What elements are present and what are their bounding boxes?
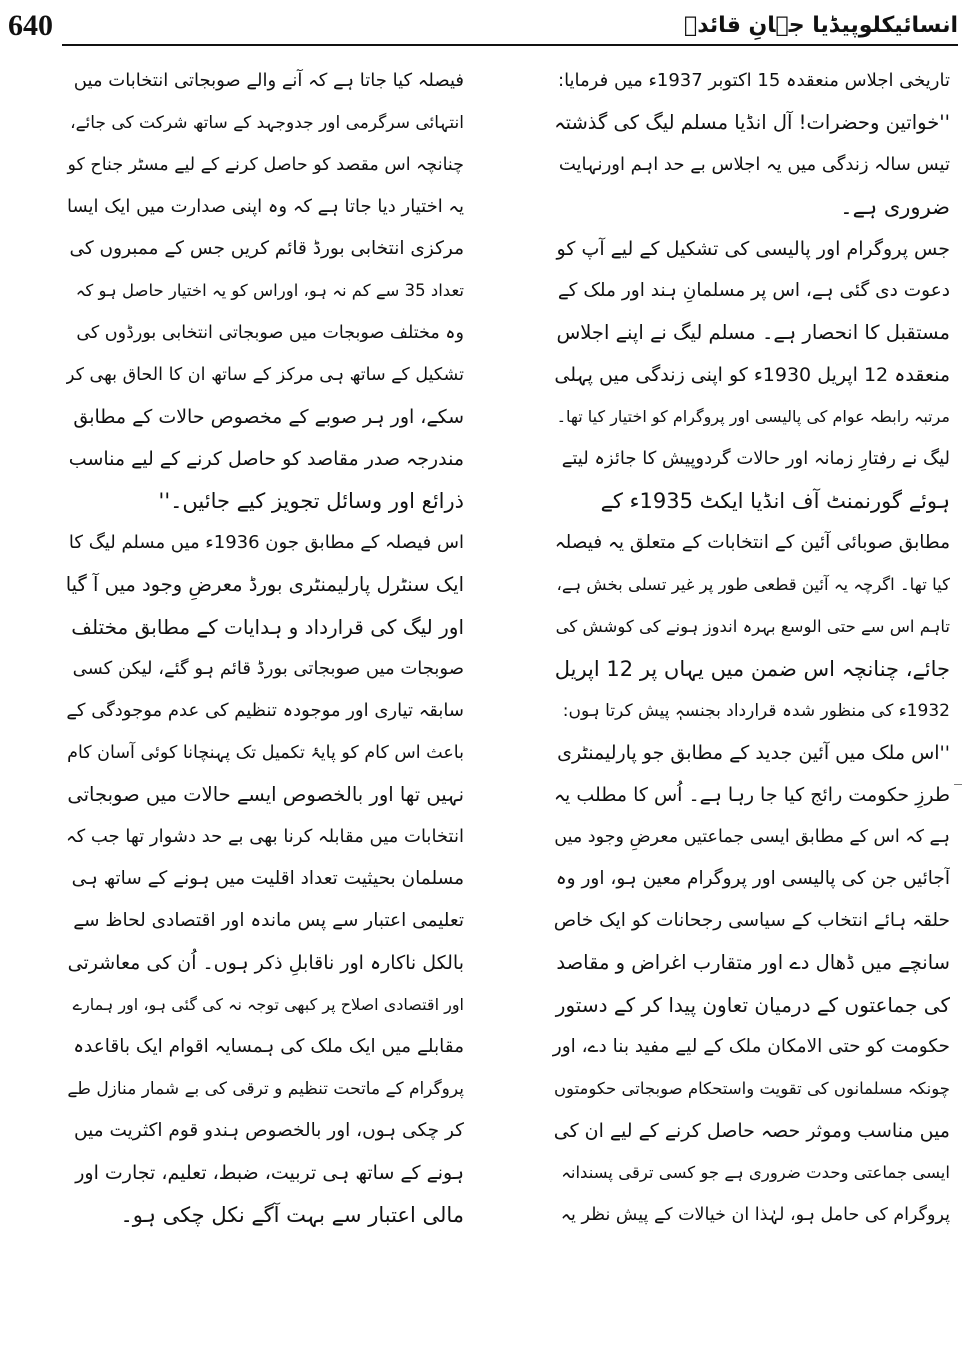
text-line: تاریخی اجلاس منعقدہ 15 اکتوبر 1937ء میں فرمایا:	[558, 70, 950, 91]
text-line: تاہم اس سے حتی الوسع بہرہ اندوز ہونے کی کوشش کی	[555, 617, 950, 636]
text-line: ہونے کے ساتھ ہی تربیت، ضبط، تعلیم، تجارت اور	[75, 1162, 464, 1184]
text-line: باعث اس کام کو پایۂ تکمیل تک پہنچانا کوئی آسان کام	[67, 743, 464, 763]
text-line: تعداد 35 سے کم نہ ہو، اوراس کو یہ اختیار حاصل ہو کہ	[75, 281, 464, 300]
text-line: صوبجات میں صوبجاتی بورڈ قائم ہو گئے، لیکن کسی	[72, 658, 464, 679]
text-line: اس فیصلہ کے مطابق جون 1936ء میں مسلم لیگ کا	[68, 532, 464, 553]
text-line: کی جماعتوں کے درمیان تعاون پیدا کر کے دستور	[555, 993, 950, 1017]
text-line: طرزِ حکومت رائج کیا جا رہا ہے۔ اُس کا مطلب یہ	[553, 784, 950, 806]
text-line: منعقدہ 12 اپریل 1930ء کو اپنی زندگی میں پہلی	[554, 364, 950, 386]
text-line: ہے کہ اس کے مطابق ایسی جماعتیں معرضِ وجود میں	[554, 827, 950, 847]
text-line: لیگ نے رفتارِ زمانہ اور حالات گردوپیش کا جائزہ لیتے	[561, 448, 950, 469]
text-line: چونکہ مسلمانوں کی تقویت واستحکام صوبجاتی حکومتوں	[553, 1079, 950, 1098]
running-title: انسائیکلوپیڈیا جہانِ قائدؒ	[684, 13, 958, 38]
left-column	[66, 60, 464, 1236]
text-line: سابقہ تیاری اور موجودہ تنظیم کی عدم موجودگی کے	[66, 700, 464, 721]
text-line: وہ مختلف صوبجات میں صوبجاتی انتخابی بورڈوں کی	[76, 323, 464, 343]
text-line: ''اس ملک میں آئین جدید کے مطابق جو پارلیمنٹری	[557, 742, 950, 764]
text-line: ہوئے گورنمنٹ آف انڈیا ایکٹ 1935ء کے	[600, 489, 950, 513]
text-line: تعلیمی اعتبار سے پس ماندہ اور اقتصادی لحاظ سے	[73, 910, 464, 931]
text-line: دعوت دی گئی ہے، اس پر مسلمانِ ہند اور ملک کے	[557, 280, 950, 301]
text-line: جائے، چنانچہ اس ضمن میں یہاں پر 12 اپریل	[554, 657, 950, 681]
text-line: تشکیل کے ساتھ ہی مرکز کے ساتھ ان کا الحاق بھی کر	[66, 365, 464, 385]
text-line: سکے، اور ہر صوبے کے مخصوص حالات کے مطابق	[73, 406, 464, 428]
text-line: ''خواتین وحضرات! آل انڈیا مسلم لیگ کی گذشتہ	[554, 111, 950, 134]
text-line: مقابلے میں ایک ملک کی ہمسایہ اقوام ایک باقاعدہ	[73, 1036, 464, 1057]
text-line: میں مناسب وموثر حصہ حاصل کرنے کے لیے ان کی	[553, 1120, 950, 1142]
text-line: مسلمان بحیثیت تعداد اقلیت میں ہونے کے ساتھ ہی	[71, 868, 464, 889]
text-line: مالی اعتبار سے بہت آگے نکل چکی ہو۔	[120, 1203, 464, 1227]
margin-mark	[954, 784, 962, 785]
text-line: نہیں تھا اور بالخصوص ایسے حالات میں صوبجاتی	[67, 783, 464, 806]
text-line: 1932ء کی منظور شدہ قرارداد بجنسہٖ پیش کرتا ہوں:	[562, 701, 950, 721]
text-line: ایسی جماعتی وحدت ضروری ہے جو کسی ترقی پسندانہ	[561, 1163, 950, 1182]
text-line: مرتبہ رابطہ عوام کی پالیسی اور پروگرام کو اختیار کیا تھا۔	[556, 407, 950, 426]
text-line: فیصلہ کیا جاتا ہے کہ آنے والے صوبجاتی انتخابات میں	[73, 70, 464, 91]
text-line: انتہائی سرگرمی اور جدوجہد کے ساتھ شرکت کی جائے،	[70, 113, 464, 133]
text-line: اور لیگ کی قرارداد و ہدایات کے مطابق مختلف	[71, 615, 464, 639]
text-line: کر چکی ہوں، اور بالخصوص ہندو قوم اکثریت میں	[74, 1120, 464, 1141]
text-line: مرکزی انتخابی بورڈ قائم کریں جس کے ممبروں کی	[69, 238, 464, 259]
text-line: ایک سنٹرل پارلیمنٹری بورڈ معرضِ وجود میں آ گیا	[66, 573, 464, 596]
page-number: 640	[8, 9, 53, 42]
text-line: پروگرام کے ماتحت تنظیم و ترقی کی بے شمار منازل طے	[67, 1079, 464, 1099]
text-line: انتخابات میں مقابلہ کرنا بھی بے حد دشوار تھا جب کہ	[66, 826, 464, 847]
text-line: مطابق صوبائی آئین کے انتخابات کے متعلق یہ فیصلہ	[554, 532, 950, 553]
text-line: آجائیں جن کی پالیسی اور پروگرام معین ہو، اور وہ	[555, 868, 950, 889]
text-line: مستقبل کا انحصار ہے۔ مسلم لیگ نے اپنے اجلاس	[556, 321, 950, 344]
text-line: حلقہ ہائے انتخاب کے سیاسی رجحانات کو ایک خاص	[553, 910, 950, 931]
text-line: یہ اختیار دیا جاتا ہے کہ وہ اپنی صدارت میں ایک ایسا	[67, 196, 464, 217]
text-line: بالکل ناکارہ اور ناقابلِ ذکر ہوں۔ اُن کی معاشرتی	[67, 952, 464, 974]
right-column	[552, 60, 950, 1236]
text-line: ذرائع اور وسائل تجویز کیے جائیں۔''	[158, 489, 464, 513]
text-line: جس پروگرام اور پالیسی کی تشکیل کے لیے آپ کو	[556, 238, 950, 260]
header-rule	[62, 44, 958, 46]
text-line: تیس سالہ زندگی میں یہ اجلاس بے حد اہم اورنہایت	[558, 154, 950, 175]
text-line: کیا تھا۔ اگرچہ یہ آئین قطعی طور پر غیر تسلی بخش ہے،	[556, 575, 950, 594]
text-line: حکومت کو حتی الامکان ملک کے لیے مفید بنا دے، اور	[552, 1036, 950, 1057]
text-line: اور اقتصادی اصلاح پر کبھی توجہ نہ کی گئی ہو، اور ہمارے	[72, 995, 464, 1014]
text-line: سانچے میں ڈھال دے اور متقارب اغراض و مقاصد	[556, 951, 950, 974]
text-line: ضروری ہے۔	[840, 195, 950, 219]
text-line: پروگرام کی حامل ہو، لہٰذا ان خیالات کے پیش نظر یہ	[560, 1205, 950, 1225]
text-line: مندرجہ صدر مقاصد کو حاصل کرنے کے لیے مناسب	[68, 448, 464, 470]
text-line: چنانچہ اس مقصد کو حاصل کرنے کے لیے مسٹر جناح کو	[67, 155, 464, 175]
